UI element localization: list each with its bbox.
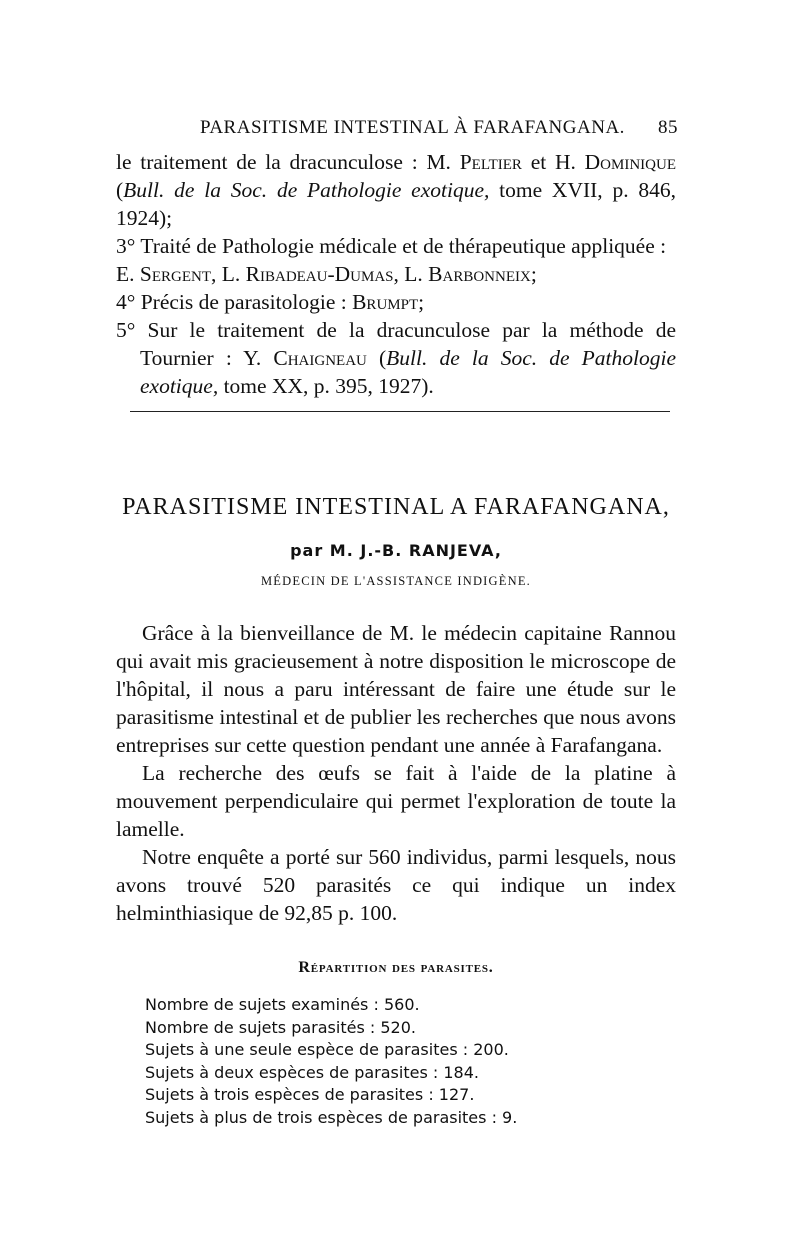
reference-item-4: 4° Précis de parasitologie : Brumpt; [116, 290, 425, 314]
section-divider [130, 411, 670, 412]
stat-row: Nombre de sujets examinés : 560. [145, 995, 420, 1014]
reference-item-5: 5° Sur le traitement de la dracunculose par la méthode de Tournier : Y. Chaigneau (Bull. de la Soc. de Pathologie exotique, tome XX, p. 395, 1927). [116, 318, 676, 398]
author-affiliation: MÉDECIN DE L'ASSISTANCE INDIGÈNE. [260, 574, 531, 588]
page-number: 85 [658, 117, 678, 138]
author-name: Barbonneix [428, 262, 531, 286]
stat-row: Sujets à trois espèces de parasites : 127. [145, 1085, 475, 1104]
article-byline: par M. J.-B. RANJEVA, [290, 541, 502, 560]
running-head-title: PARASITISME INTESTINAL À FARAFANGANA. [200, 117, 625, 138]
reference-continuation: le traitement de la dracunculose : M. Peltier et H. Dominique (Bull. de la Soc. de Pathologie exotique, tome XVII, p. 846, 1924); [116, 150, 676, 230]
author-name: Ribadeau-Dumas [245, 262, 394, 286]
body-paragraph: La recherche des œufs se fait à l'aide de la platine à mouvement perpendiculaire qui permet l'exploration de toute la lamelle. [116, 761, 676, 841]
stat-row: Nombre de sujets parasités : 520. [145, 1017, 416, 1037]
stat-row: Sujets à une seule espèce de parasites : 200. [145, 1040, 509, 1059]
author-name: E. Sergent [116, 262, 211, 286]
article-body [116, 619, 676, 927]
parasite-distribution-list [145, 994, 665, 1129]
author-name: Chaigneau [273, 346, 367, 370]
author-name: Peltier [459, 150, 522, 174]
stat-row: Sujets à deux espèces de parasites : 184. [145, 1062, 479, 1082]
reference-item-3: 3° Traité de Pathologie médicale et de thérapeutique appliquée : E. Sergent, L. Ribadeau-Dumas, L. Barbonneix; [116, 234, 667, 286]
journal-title: Bull. de la Soc. de Pathologie exotique, [123, 178, 490, 202]
author-name: Dominique [584, 150, 676, 174]
reference-list [116, 148, 676, 400]
section-heading: Répartition des parasites. [298, 959, 494, 976]
author-name: Brumpt [352, 290, 419, 314]
journal-title: Bull. de la Soc. de Pathologie exotique, [140, 346, 676, 398]
stat-row: Sujets à plus de trois espèces de parasites : 9. [145, 1107, 518, 1127]
article-title: PARASITISME INTESTINAL A FARAFANGANA, [122, 494, 670, 520]
body-paragraph: Grâce à la bienveillance de M. le médecin capitaine Rannou qui avait mis gracieusement à notre disposition le microscope de l'hôpital, il nous a paru intéressant de faire une étude sur le parasitisme intestinal et de publier les recherches que nous avons entreprises sur cette question pendant une année à Farafangana. [116, 621, 676, 757]
body-paragraph: Notre enquête a porté sur 560 individus, parmi lesquels, nous avons trouvé 520 parasités ce qui indique un index helminthiasique de 92,85 p. 100. [116, 845, 676, 925]
